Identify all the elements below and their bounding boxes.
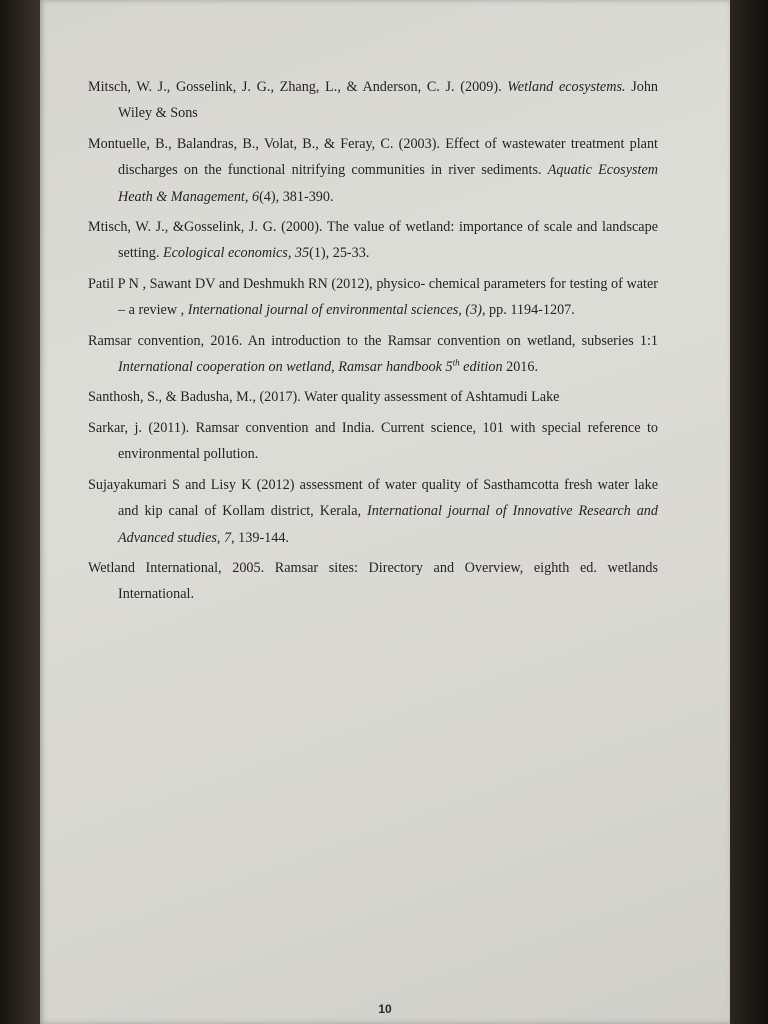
background-right: [728, 0, 768, 1024]
reference-entry-mitsch-2009: Mitsch, W. J., Gosselink, J. G., Zhang, L., & Anderson, C. J. (2009). Wetland ecosystems. John Wiley & Sons: [88, 79, 659, 122]
reference-list: [88, 74, 658, 612]
reference-entry-ramsar-2016: Ramsar convention, 2016. An introduction to the Ramsar convention on wetland, subseries 1:1 International cooperation on wetland, Ramsar handbook 5th edition 2016.: [88, 332, 658, 376]
reference-entry-sujayakumari-2012: Sujayakumari S and Lisy K (2012) assessment of water quality of Sasthamcotta fresh water lake and kip canal of Kollam district, Kerala, International journal of Innovative Research and Advanced studies, 7, 139-144.: [88, 476, 658, 546]
reference-entry-santhosh-2017: Santhosh, S., & Badusha, M., (2017). Water quality assessment of Ashtamudi Lake: [88, 389, 560, 406]
reference-entry-patil-2012: Patil P N , Sawant DV and Deshmukh RN (2012), physico- chemical parameters for testing of water – a review , International journal of environmental sciences, (3), pp. 1194-1207.: [88, 275, 658, 319]
reference-entry-mtisch-2000: Mtisch, W. J., &Gosselink, J. G. (2000). The value of wetland: importance of scale and landscape setting. Ecological economics, 35(1), 25-33.: [88, 219, 658, 262]
page-number: 10: [378, 1002, 392, 1016]
reference-entry-montuelle-2003: Montuelle, B., Balandras, B., Volat, B., & Feray, C. (2003). Effect of wastewater treatment plant discharges on the functional nitrifying communities in river sediments. Aquatic Ecosystem Heath & Management, 6(4), 381-390.: [88, 135, 658, 205]
reference-entry-wetland-international-2005: Wetland International, 2005. Ramsar sites: Directory and Overview, eighth ed. wetlands International.: [88, 559, 658, 603]
document-page: [40, 0, 730, 1024]
reference-entry-sarkar-2011: Sarkar, j. (2011). Ramsar convention and India. Current science, 101 with special reference to environmental pollution.: [88, 419, 658, 463]
background-left: [0, 0, 40, 1024]
